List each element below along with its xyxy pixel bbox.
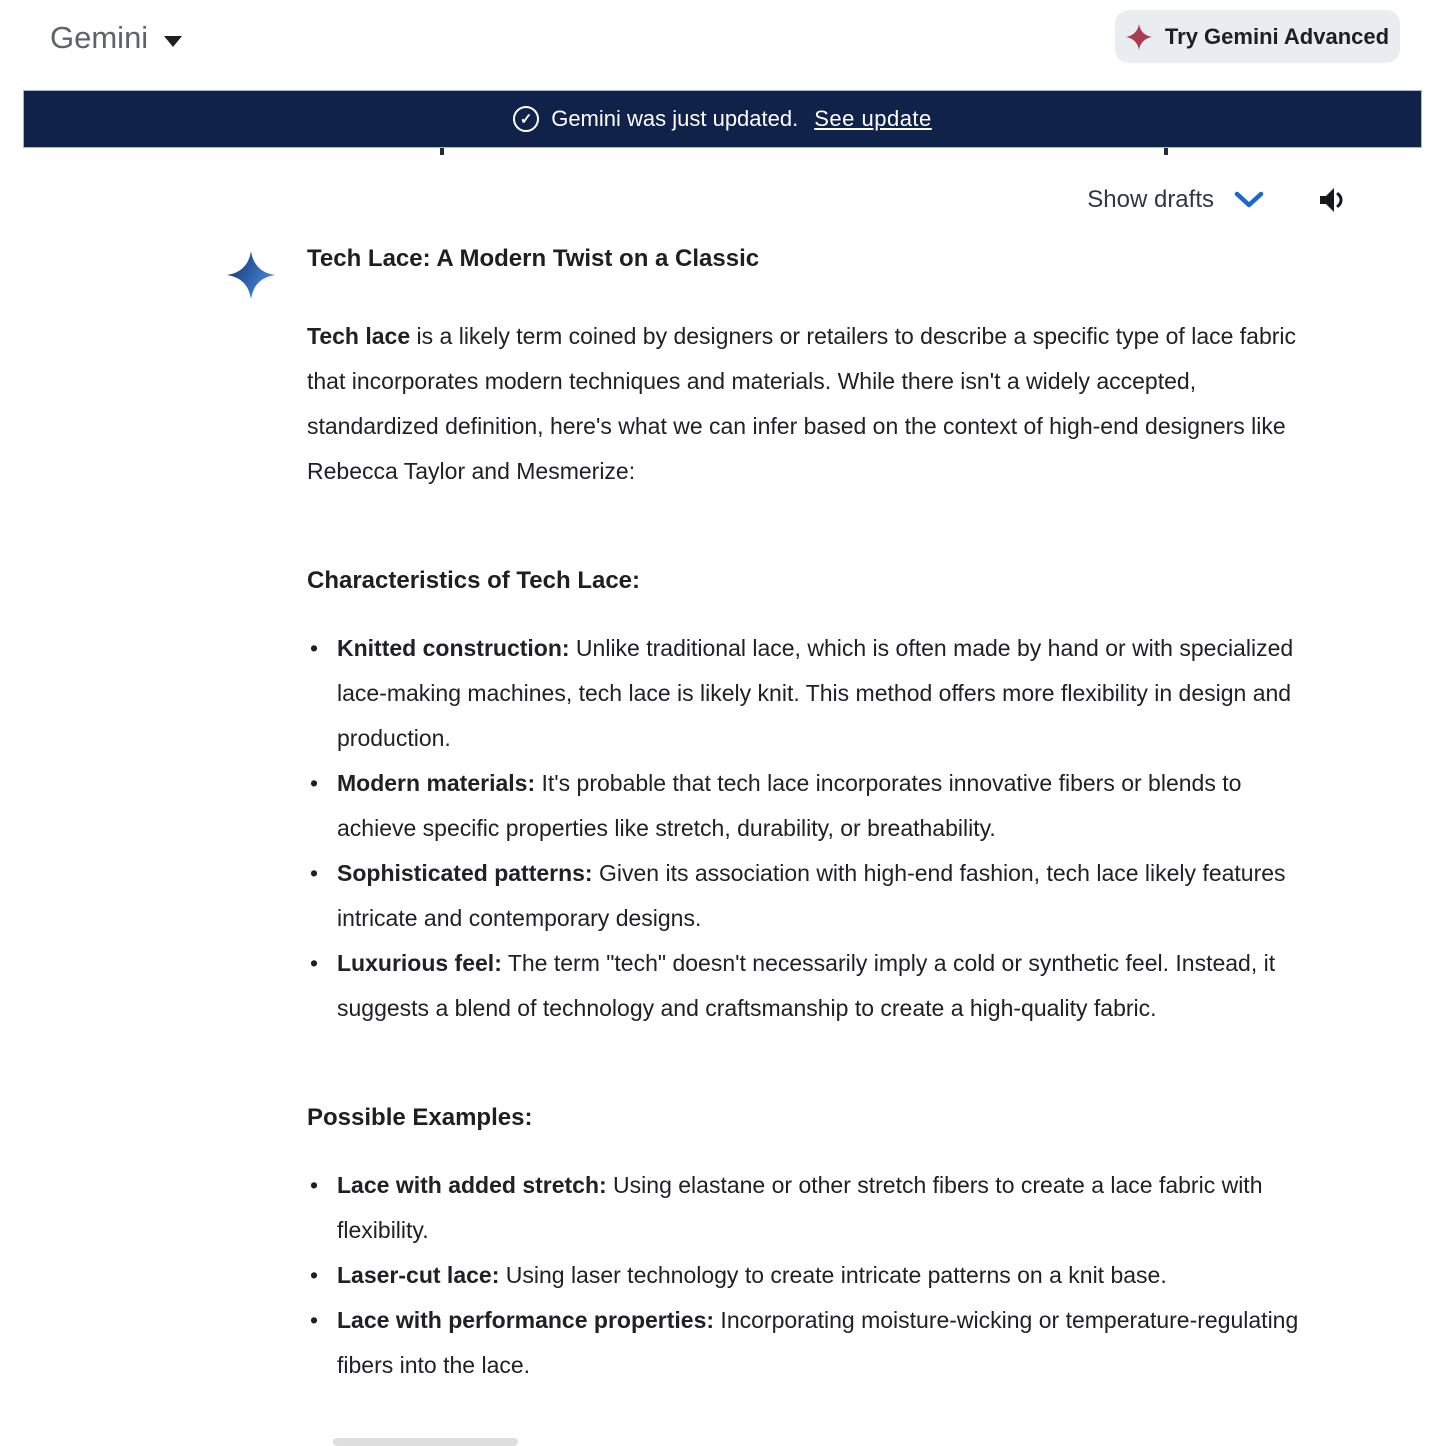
section-heading-examples: Possible Examples:	[307, 1104, 533, 1131]
chevron-down-icon	[1234, 191, 1264, 209]
update-banner-message: Gemini was just updated.	[551, 106, 799, 131]
app-title: Gemini	[50, 20, 149, 55]
list-item: • Modern materials: It's probable that tech lace incorporates innovative fibers or blends to achieve specific properties like stretch, durability, or breathability.	[307, 761, 1322, 851]
examples-list	[307, 1163, 1322, 1388]
try-gemini-advanced-label: Try Gemini Advanced	[1164, 23, 1390, 49]
intro-bold-term: Tech lace	[307, 323, 411, 349]
list-item: • Sophisticated patterns: Given its association with high-end fashion, tech lace likely features intricate and contemporary designs.	[307, 851, 1322, 941]
clipped-text-artifact	[440, 148, 444, 155]
speaker-icon[interactable]	[1316, 184, 1348, 216]
sparkle-advanced-icon	[1126, 24, 1152, 50]
show-drafts-label: Show drafts	[1087, 186, 1214, 213]
intro-text: is a likely term coined by designers or retailers to describe a specific type of lace fabric that incorporates modern techniques and materials. While there isn't a widely accepted, standardized definition, here's what we can infer based on the context of high-end designers like Rebecca Taylor and Mesmerize:	[307, 323, 1297, 484]
try-gemini-advanced-button[interactable]	[1115, 10, 1400, 63]
verified-icon: ✓	[513, 106, 539, 132]
clipped-text-artifact	[1164, 148, 1168, 155]
dropdown-arrow-icon	[164, 36, 182, 47]
list-item: • Lace with performance properties: Incorporating moisture-wicking or temperature-regulating fibers into the lace.	[307, 1298, 1322, 1388]
list-item: • Laser-cut lace: Using laser technology to create intricate patterns on a knit base.	[307, 1253, 1322, 1298]
list-item: • Knitted construction: Unlike traditional lace, which is often made by hand or with specialized lace-making machines, tech lace is likely knit. This method offers more flexibility in design and production.	[307, 626, 1322, 761]
response-toolbar	[1081, 184, 1348, 216]
show-drafts-button[interactable]	[1081, 185, 1270, 215]
model-response	[307, 244, 1322, 1388]
response-title: Tech Lace: A Modern Twist on a Classic	[307, 245, 760, 272]
model-switcher[interactable]	[50, 20, 182, 56]
response-intro	[307, 314, 1322, 494]
list-item: • Lace with added stretch: Using elastane or other stretch fibers to create a lace fabric with flexibility.	[307, 1163, 1322, 1253]
update-banner	[23, 90, 1422, 148]
top-bar	[0, 0, 1445, 90]
list-item: • Luxurious feel: The term "tech" doesn't necessarily imply a cold or synthetic feel. Instead, it suggests a blend of technology and craftsmanship to create a high-quality fabric.	[307, 941, 1322, 1031]
characteristics-list	[307, 626, 1322, 1031]
section-heading-characteristics: Characteristics of Tech Lace:	[307, 567, 641, 594]
see-update-link[interactable]: See update	[814, 106, 932, 131]
gemini-sparkle-icon	[227, 249, 275, 301]
